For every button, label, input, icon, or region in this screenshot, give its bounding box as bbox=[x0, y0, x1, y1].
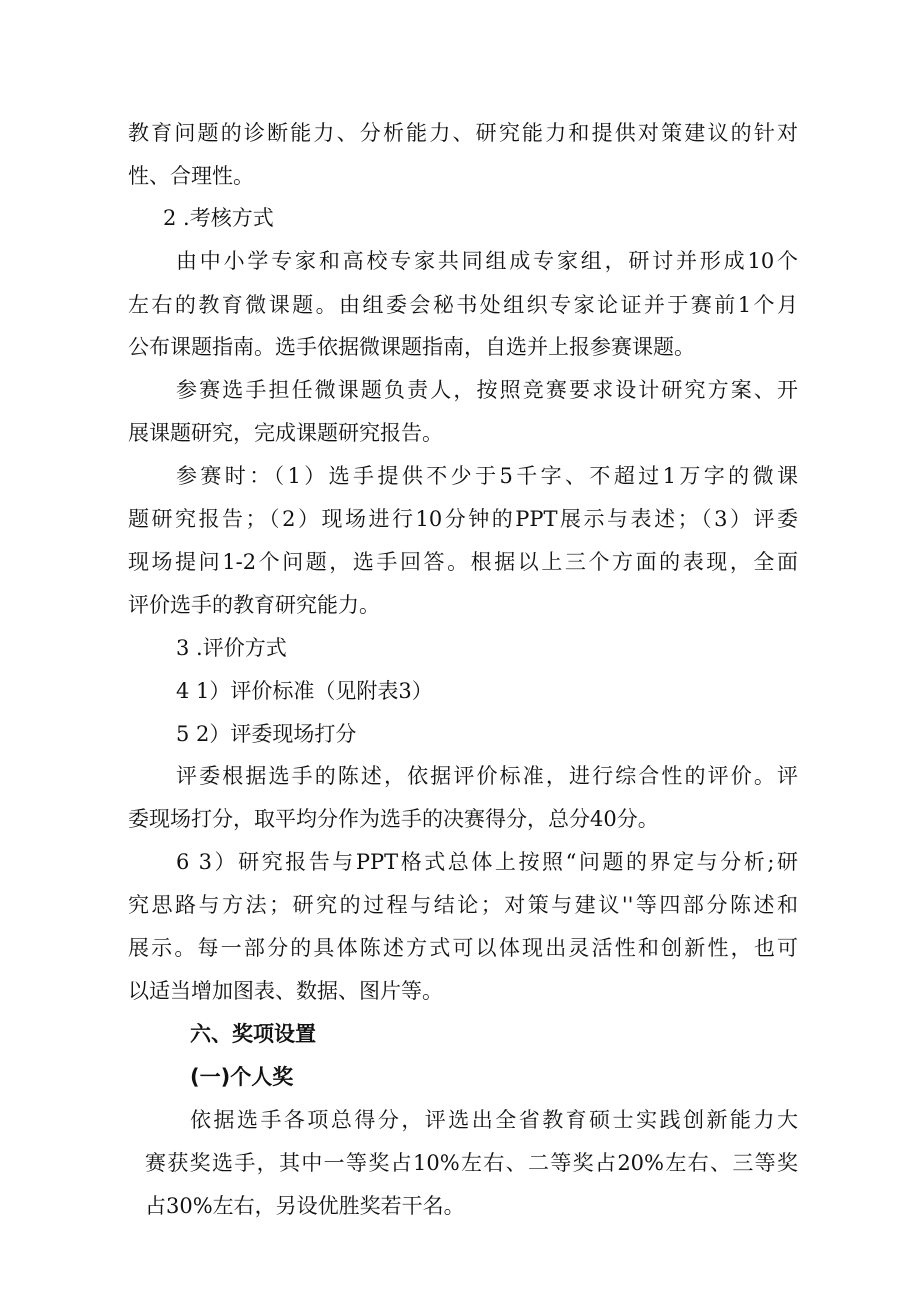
text-line: 以适当增加图表、数据、图片等。 bbox=[128, 979, 443, 1003]
text-line: 教育问题的诊断能力、分析能力、研究能力和提供对策建议的针对 bbox=[128, 121, 798, 145]
text-line: 性、合理性。 bbox=[128, 164, 254, 188]
text-line: 展课题研究，完成课题研究报告。 bbox=[128, 421, 443, 445]
text-line: 委现场打分，取平均分作为选手的决赛得分，总分40分。 bbox=[128, 807, 659, 831]
section-heading: 2 .考核方式 bbox=[163, 206, 274, 230]
text-line: 参赛时：（1）选手提供不少于5千字、不超过1万字的微课 bbox=[176, 464, 798, 488]
text-line: 占30%左右，另设优胜奖若干名。 bbox=[145, 1194, 465, 1218]
text-line: 公布课题指南。选手依据微课题指南，自选并上报参赛课题。 bbox=[128, 335, 695, 359]
sub-heading: (一)个人奖 bbox=[190, 1065, 294, 1089]
text-line: 究思路与方法；研究的过程与结论；对策与建议''等四部分陈述和 bbox=[128, 893, 798, 917]
text-line: 评价选手的教育研究能力。 bbox=[128, 593, 380, 617]
sub-heading: 5 2）评委现场打分 bbox=[176, 722, 357, 746]
chapter-heading: 六、奖项设置 bbox=[190, 1022, 316, 1046]
text-line: 展示。每一部分的具体陈述方式可以体现出灵活性和创新性，也可 bbox=[128, 936, 798, 960]
sub-heading: 4 1）评价标准（见附表3） bbox=[176, 679, 433, 703]
text-line: 6 3）研究报告与PPT格式总体上按照“问题的界定与分析;研 bbox=[176, 850, 798, 874]
text-line: 评委根据选手的陈述，依据评价标准，进行综合性的评价。评 bbox=[176, 764, 798, 788]
text-line: 依据选手各项总得分，评选出全省教育硕士实践创新能力大 bbox=[190, 1108, 798, 1132]
text-line: 现场提问1-2个问题，选手回答。根据以上三个方面的表现，全面 bbox=[128, 550, 798, 574]
text-line: 赛获奖选手，其中一等奖占10%左右、二等奖占20%左右、三等奖 bbox=[145, 1151, 798, 1175]
section-heading: 3 .评价方式 bbox=[176, 636, 287, 660]
text-line: 由中小学专家和高校专家共同组成专家组，研讨并形成10个 bbox=[176, 249, 798, 273]
text-line: 左右的教育微课题。由组委会秘书处组织专家论证并于赛前1个月 bbox=[128, 293, 798, 317]
text-line: 参赛选手担任微课题负责人，按照竞赛要求设计研究方案、开 bbox=[176, 378, 798, 402]
text-line: 题研究报告；（2）现场进行10分钟的PPT展示与表述；（3）评委 bbox=[128, 507, 798, 531]
